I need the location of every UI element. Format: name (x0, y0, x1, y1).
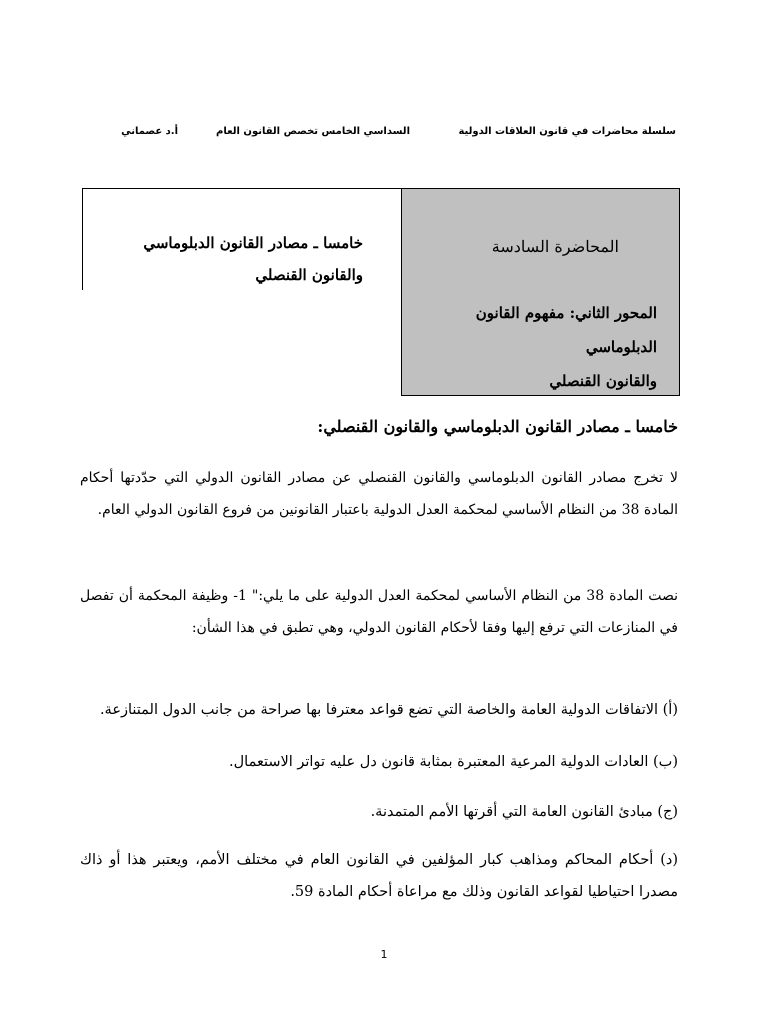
axis-title-line2: والقانون القنصلي (549, 372, 657, 390)
page-header (40, 126, 676, 146)
list-item-c: (ج) مبادئ القانون العامة التي أقرتها الأمم المتمدنة. (370, 804, 678, 820)
header-semester: السداسي الخامس تخصص القانون العام (216, 126, 410, 137)
list-item-d: (د) أحكام المحاكم ومذاهب كبار المؤلفين في القانون العام في مختلف الأمم، ويعتبر هذا أو ذاك مصدرا احتياطيا لقواعد القانون وذلك مع مراعاة أحكام المادة 59. (80, 852, 678, 900)
section-title: خامسا ـ مصادر القانون الدبلوماسي والقانون القنصلي: (317, 417, 678, 436)
page-number: 1 (380, 948, 388, 961)
axis-box (401, 288, 680, 396)
axis-title-line1: المحور الثاني: مفهوم القانون الدبلوماسي (475, 304, 657, 356)
axis-title (407, 296, 657, 398)
lecture-box (401, 188, 680, 290)
list-item-b: (ب) العادات الدولية المرعية المعتبرة بمثابة قانون دل عليه تواتر الاستعمال. (229, 754, 678, 770)
topic-title-line1: خامسا ـ مصادر القانون الدبلوماسي (143, 234, 363, 252)
topic-box (82, 188, 403, 290)
header-series: سلسلة محاضرات في قانون العلاقات الدولية (458, 126, 676, 137)
paragraph-article-38: نصت المادة 38 من النظام الأساسي لمحكمة العدل الدولية على ما يلي:" 1- وظيفة المحكمة أن تفصل في المنازعات التي ترفع إليها وفقا لأحكام القانون الدولي، وهي تطبق في هذا الشأن: (80, 588, 678, 636)
lecture-title: المحاضرة السادسة (491, 237, 619, 256)
header-author: أ.د عصماني (121, 126, 178, 137)
list-item-a: (أ) الاتفاقات الدولية العامة والخاصة التي تضع قواعد معترفا بها صراحة من جانب الدول المتنازعة. (99, 702, 678, 718)
topic-title (83, 227, 363, 291)
topic-title-line2: والقانون القنصلي (255, 266, 363, 284)
paragraph-intro: لا تخرج مصادر القانون الدبلوماسي والقانون القنصلي عن مصادر القانون الدولي التي حدّدتها أحكام المادة 38 من النظام الأساسي لمحكمة العدل الدولية باعتبار القانونين من فروع القانون الدولي العام. (80, 470, 678, 518)
